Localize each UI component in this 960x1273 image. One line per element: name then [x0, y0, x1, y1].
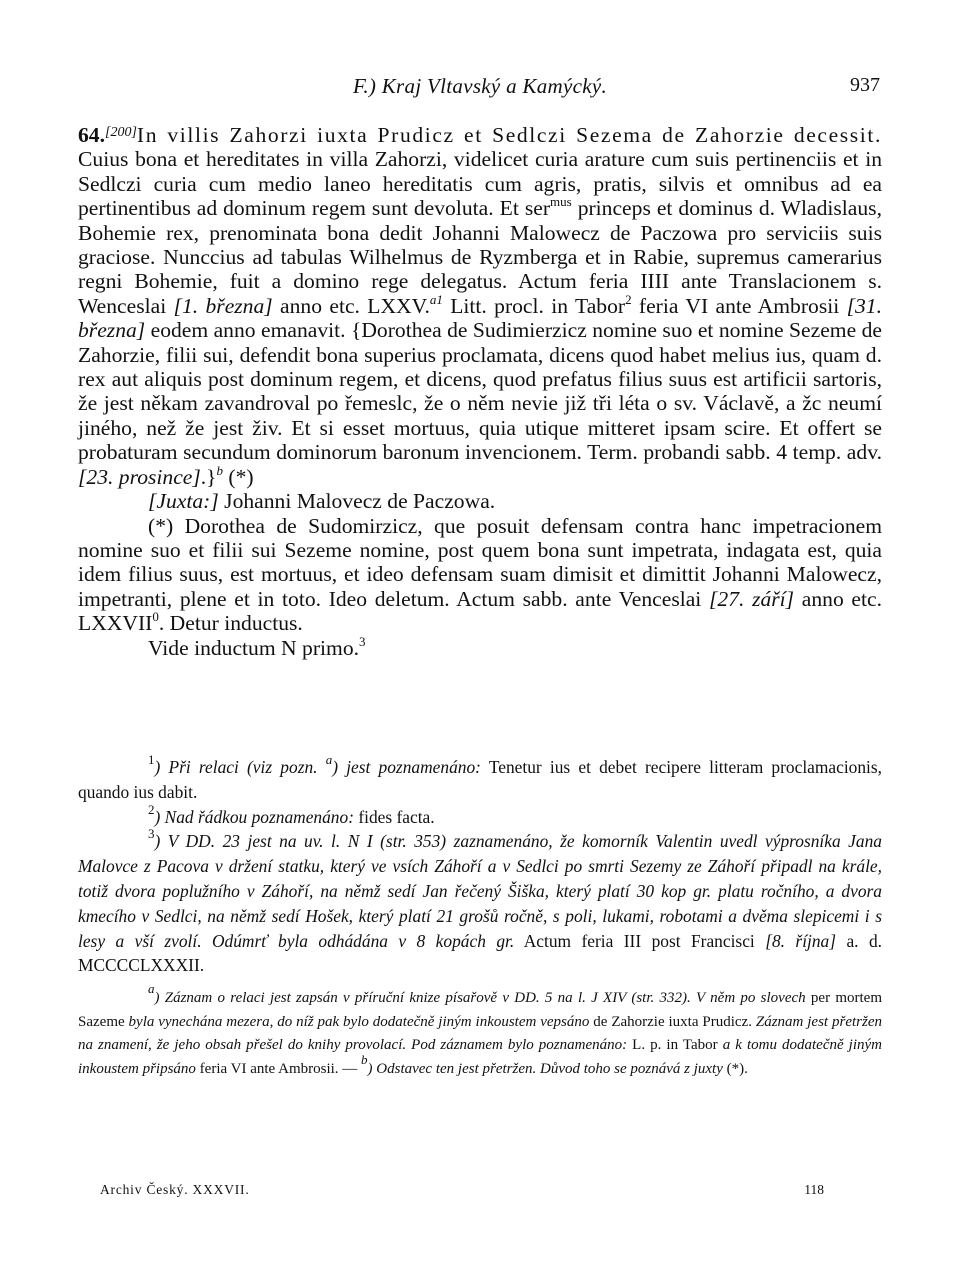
sup-3: 3: [359, 633, 366, 649]
entry-text-a: Cuius bona et hereditates in villa Zahorzi, videlicet curia arature cum suis pertinenciis et in Sedlczi curia cum medio laneo hereditatis cum agris, pratis, silvis et omnibus ad ea pertinentibus ad dominum regem sunt devoluta. Et ser: [78, 147, 882, 221]
running-head: [78, 72, 882, 102]
entry-text-d: Litt. procl. in Tabor: [442, 293, 626, 318]
note-1-italic-b: ) jest poznamenáno:: [332, 757, 481, 777]
star-text-c: . Detur inductus.: [158, 611, 303, 636]
footnote-b-text: (*).: [722, 1060, 748, 1077]
sup-a1: a1: [429, 291, 443, 307]
sup-0: 0: [152, 609, 159, 625]
page-number: 937: [850, 74, 880, 96]
date-brezna-1: [1. března]: [173, 293, 273, 318]
note-2-text: fides facta.: [354, 806, 435, 827]
entry-text-e: feria VI ante Ambrosii: [631, 293, 847, 318]
page-footer: [100, 1182, 824, 1204]
footnote-a-text-1: per mortem Sazeme: [78, 990, 882, 1030]
note-3: [78, 826, 883, 978]
footnote-a-text-4: feria VI ante Ambrosii. —: [195, 1060, 362, 1077]
sup-b: b: [216, 462, 224, 478]
footnote-a-italic-3: Záznam jest přetržen na znamení, že jeho obsah přešel do knihy provolací. Pod záznamem bylo poznamenáno:: [78, 1013, 882, 1053]
note-2-mark: 2: [148, 801, 155, 817]
footer-series: Archiv Český. XXXVII.: [100, 1182, 250, 1197]
running-title: F.) Kraj Vltavský a Kamýcký.: [352, 74, 608, 98]
entry-text-b: princeps et dominus d. Wladislaus, Bohemie rex, prenominata bona dedit Johanni Malowecz de Paczowa pro serviciis suis graciose. Nunccius ad tabulas Wilhelmus de Ryzmberga et in Rabie, supremus camerarius regni Bohemie, fuit a domino rege delegatus. Actum feria IIII ante Translacionem s. Wenceslai: [78, 196, 882, 318]
note-3-text-end: a. d. MCCCCLXXXII.: [78, 930, 883, 976]
footnote-a-italic-1: ) Záznam o relaci jest zapsán v příruční knize písařově v DD. 5 na l. J XIV (str. 332). V něm po slovech: [154, 990, 806, 1006]
entry-text-g: .}: [200, 464, 217, 489]
note-1-sup: a: [325, 752, 333, 767]
vide-text: Vide inductum N primo.: [148, 635, 360, 660]
date-zari: [27. září]: [709, 586, 795, 611]
note-2-italic: ) Nad řádkou poznamenáno:: [154, 806, 354, 827]
vide-line: [78, 633, 882, 660]
date-brezna-31: [31. března]: [78, 293, 882, 343]
star-text-b: anno etc. LXXVII: [78, 586, 883, 636]
note-3-text: Actum feria III post Francisci: [514, 930, 766, 951]
note-1-text: Tenetur ius et debet recipere litteram proclamacionis, quando ius dabit.: [78, 757, 883, 802]
entry-text-f: eodem anno emanavit. {Dorothea de Sudimierzicz nomine suo et nomine Sezeme de Zahorzie, filii sui, defendit bona superius proclamata, dicens quod habet melius ius, quam d. rex aut aliquis post dominum regem, et dicens, quod prefatus filius suus est artificii sartoris, že jest někam zavandroval po řemeslc, že o něm nevie již tři léta o sv. Václavě, a žc neumí jiného, než že jest živ. Et si esset mortuus, quia utique mitteret ipsam scire. Et offert se probaturam secundum dominorum baronum invencionem. Term. probandi sabb. 4 temp. adv.: [78, 318, 882, 465]
entry-reference: [200]: [105, 125, 137, 140]
numbered-notes: [78, 752, 883, 978]
footnote-a-text-3: L. p. in Tabor: [627, 1037, 723, 1053]
star-paragraph: [78, 514, 882, 636]
juxta-text: Johanni Malovecz de Paczowa.: [218, 489, 496, 514]
juxta-line: [78, 489, 882, 513]
letter-footnotes: [78, 981, 883, 1081]
entry-text-c: anno etc. LXXV.: [272, 293, 430, 318]
sup-mus: mus: [550, 194, 572, 210]
note-1-italic-a: ) Při relaci (viz pozn.: [154, 757, 326, 777]
footnote-b-mark: b: [361, 1051, 368, 1067]
note-2: [78, 801, 882, 830]
footnote-a-italic-2: byla vynechána mezera, do níž pak bylo dodatečně jiným inkoustem vepsáno: [128, 1013, 590, 1030]
note-3-italic: ) V DD. 23 jest na uv. l. N I (str. 353) zaznamenáno, že komorník Valentin uvedl výprosníka Jana Malovce z Pacova v držení statku, který ve vsích Záhoří a v Sedlci po smrti Sezemy ze Záhoří připadl na krále, totiž dvora poplužního v Záhoří, na němž sedí Jan řečený Šiška, který platí 30 kop gr. platu ročního, a dvora kmecího v Sedlci, na němž sedí Hošek, který platí 21 grošů ročně, s poli, lukami, robotami a dvěma slepicemi i s lesy a vší zvolí. Odúmrť byla odhádána v 8 kopách gr.: [78, 831, 882, 951]
note-3-mark: 3: [148, 826, 155, 842]
footnote-a-b: [78, 981, 883, 1081]
footnote-a-text-2: de Zahorzie iuxta Prudicz.: [589, 1013, 756, 1030]
note-1: [78, 752, 883, 805]
main-text: [78, 121, 882, 660]
footer-sheet-number: 118: [804, 1182, 824, 1197]
entry-number: 64.: [78, 123, 105, 147]
note-1-mark: 1: [148, 752, 155, 767]
note-3-date: [8. října]: [765, 930, 837, 951]
sup-2: 2: [625, 291, 632, 307]
document-page: [78, 0, 882, 1273]
footnote-a-italic-4: a k tomu dodatečně jiným inkoustem připsáno: [78, 1037, 883, 1077]
entry-paragraph: [78, 121, 882, 489]
footnote-b-italic: ) Odstavec ten jest přetržen. Důvod toho se poznává z juxty: [367, 1060, 723, 1077]
star-text-a: (*) Dorothea de Sudomirzicz, que posuit defensam contra hanc impetracionem nomine suo et filii sui Sezeme nomine, post quem bona sunt impetrata, indagata est, quia idem filius suus, est mortuus, et ideo defensam suam dimisit et dimittit Johanni Malowecz, impetranti, plene et in toto. Ideo deletum. Actum sabb. ante Venceslai: [78, 513, 882, 611]
juxta-label: [Juxta:]: [148, 489, 219, 514]
footnote-a-mark: a: [148, 981, 155, 996]
date-prosince: [23. prosince]: [78, 464, 201, 489]
entry-text-h: (*): [223, 464, 254, 489]
entry-place: In villis Zahorzi iuxta Prudicz et Sedlczi Sezema de Zahorzie decessit.: [136, 123, 882, 147]
